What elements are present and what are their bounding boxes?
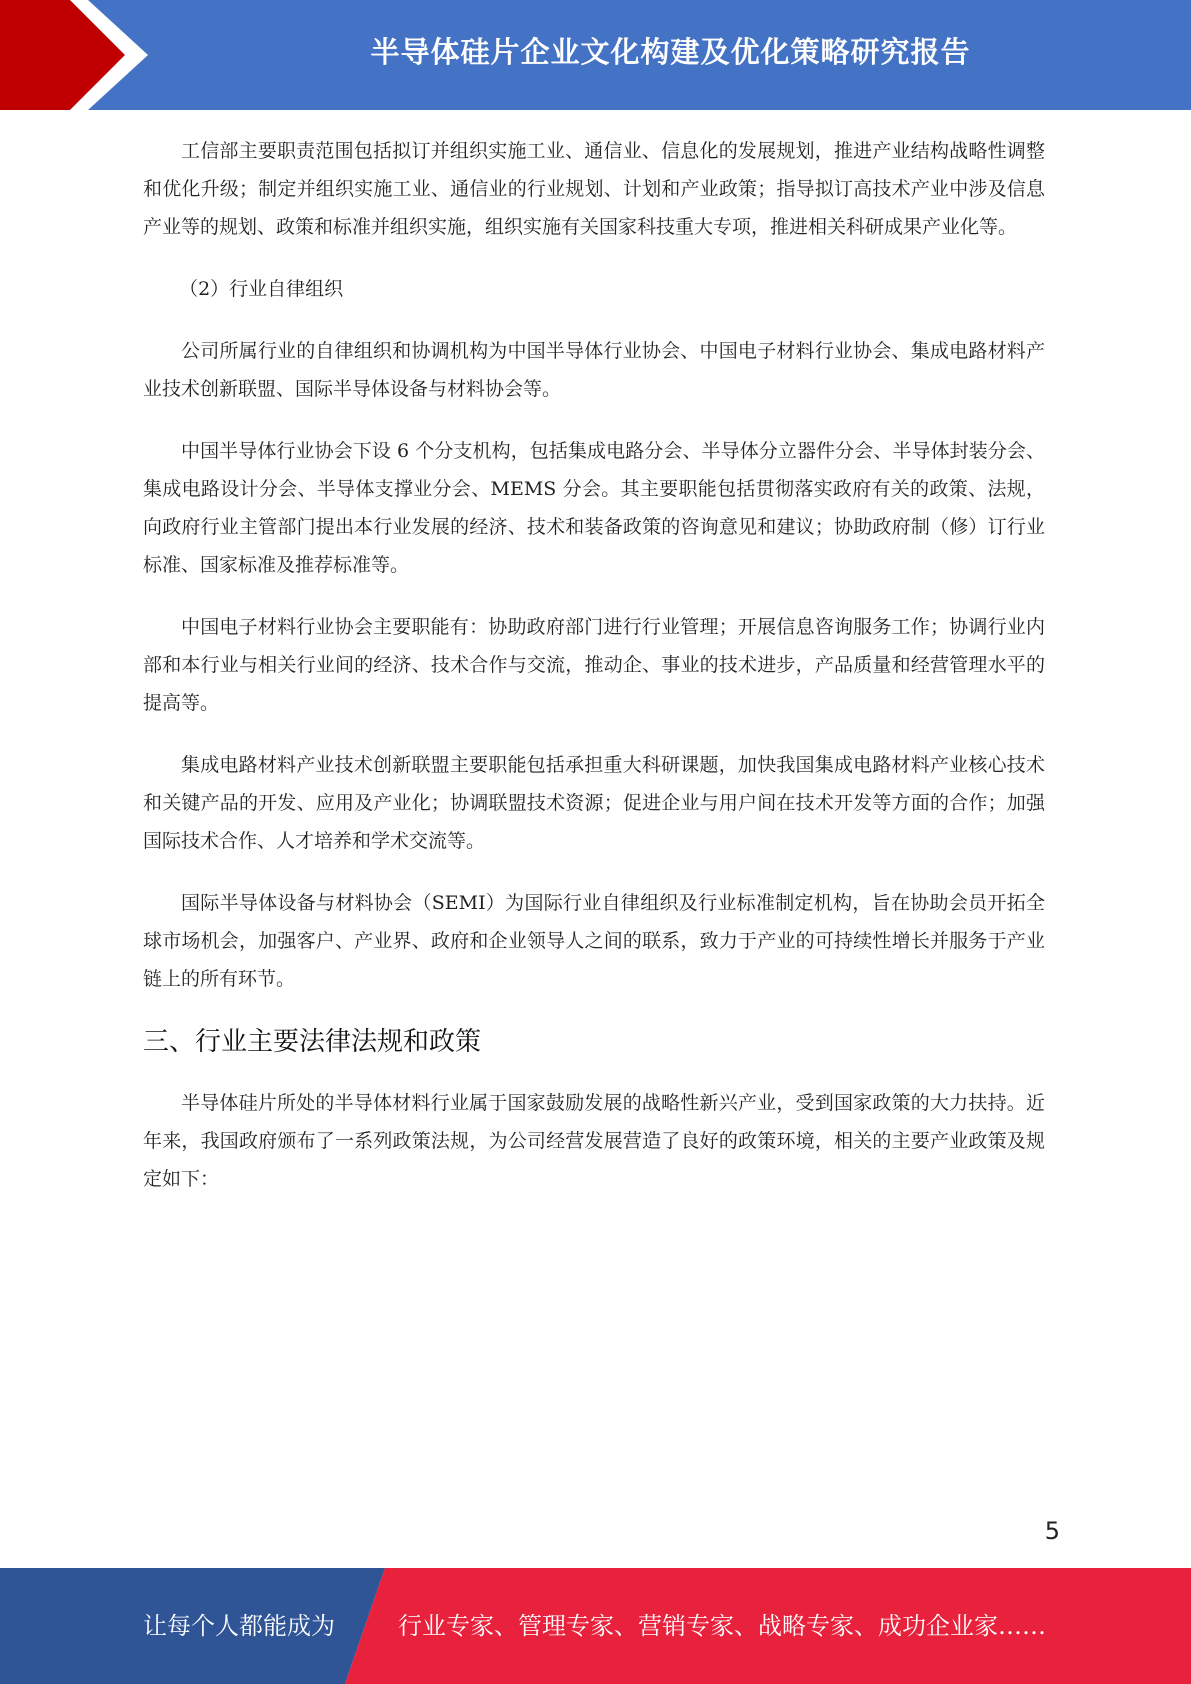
paragraph: 国际半导体设备与材料协会（SEMI）为国际行业自律组织及行业标准制定机构，旨在协助会员开拓全球市场机会，加强客户、产业界、政府和企业领导人之间的联系，致力于产业的可持续性增长并服务于产业链上的所有环节。 [143, 892, 1045, 990]
paragraph: 公司所属行业的自律组织和协调机构为中国半导体行业协会、中国电子材料行业协会、集成电路材料产业技术创新联盟、国际半导体设备与材料协会等。 [143, 340, 1045, 400]
footer-slogan-right: 行业专家、管理专家、营销专家、战略专家、成功企业家…… [398, 1612, 1046, 1640]
paragraph: 半导体硅片所处的半导体材料行业属于国家鼓励发展的战略性新兴产业，受到国家政策的大力扶持。近年来，我国政府颁布了一系列政策法规，为公司经营发展营造了良好的政策环境，相关的主要产业政策及规定如下： [143, 1092, 1045, 1190]
paragraph: 工信部主要职责范围包括拟订并组织实施工业、通信业、信息化的发展规划，推进产业结构战略性调整和优化升级；制定并组织实施工业、通信业的行业规划、计划和产业政策；指导拟订高技术产业中涉及信息产业等的规划、政策和标准并组织实施，组织实施有关国家科技重大专项，推进相关科研成果产业化等。 [143, 140, 1045, 238]
footer-slogan-left: 让每个人都能成为 [143, 1612, 335, 1640]
page-header [0, 0, 1191, 110]
section-heading: 三、行业主要法律法规和政策 [143, 1027, 482, 1057]
page-number: 5 [1044, 1517, 1060, 1545]
header-title: 半导体硅片企业文化构建及优化策略研究报告 [370, 34, 971, 69]
paragraph: 集成电路材料产业技术创新联盟主要职能包括承担重大科研课题，加快我国集成电路材料产业核心技术和关键产品的开发、应用及产业化；协调联盟技术资源；促进企业与用户间在技术开发等方面的合作；加强国际技术合作、人才培养和学术交流等。 [143, 754, 1045, 852]
sub-heading: （2）行业自律组织 [179, 278, 344, 300]
paragraph: 中国半导体行业协会下设 6 个分支机构，包括集成电路分会、半导体分立器件分会、半导体封装分会、集成电路设计分会、半导体支撑业分会、MEMS 分会。其主要职能包括贯彻落实政府有关的政策、法规，向政府行业主管部门提出本行业发展的经济、技术和装备政策的咨询意见和建议；协助政府制（修）订行业标准、国家标准及推荐标准等。 [143, 440, 1045, 576]
paragraph: 中国电子材料行业协会主要职能有：协助政府部门进行行业管理；开展信息咨询服务工作；协调行业内部和本行业与相关行业间的经济、技术合作与交流，推动企、事业的技术进步，产品质量和经营管理水平的提高等。 [143, 616, 1045, 714]
document-body [143, 132, 1045, 1222]
page-footer [0, 1568, 1191, 1684]
